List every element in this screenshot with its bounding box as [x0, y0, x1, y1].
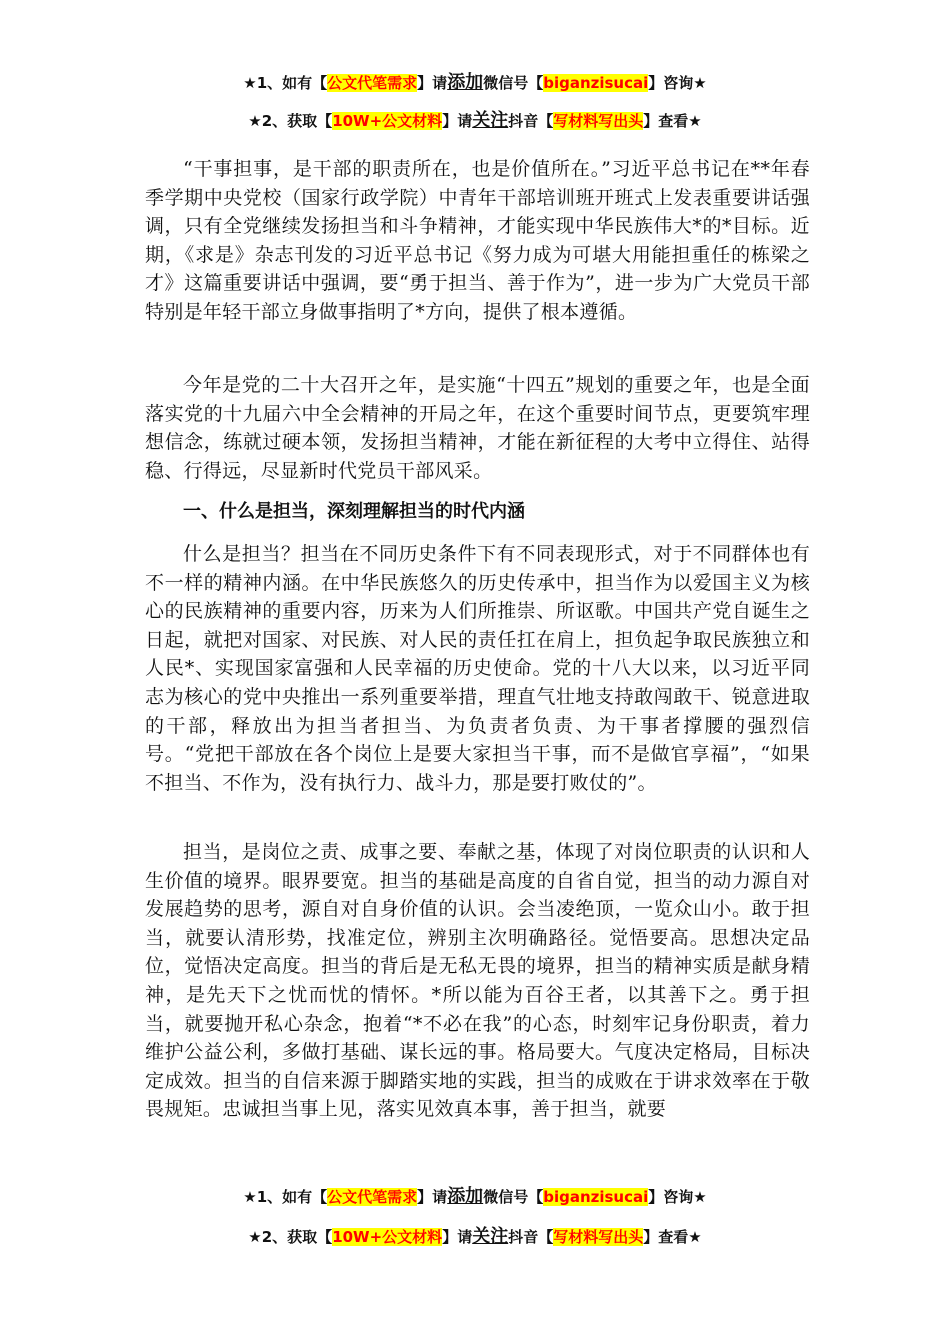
banner-highlight: 写材料写出头	[553, 1228, 644, 1246]
banner-underline: 关注	[472, 1226, 509, 1247]
banner-text: 】查看★	[643, 1228, 702, 1246]
promo-banner-line-2	[0, 110, 950, 132]
banner-underline: 添加	[447, 72, 484, 93]
banner-highlight: 公文代笔需求	[327, 74, 418, 92]
section-heading-1: 一、什么是担当，深刻理解担当的时代内涵	[183, 501, 525, 522]
banner-underline: 添加	[447, 1186, 484, 1207]
article-paragraph-2: 今年是党的二十大召开之年，是实施“十四五”规划的重要之年，也是全面落实党的十九届六中全会精神的开局之年，在这个重要时间节点，更要筑牢理想信念，练就过硬本领，发扬担当精神，才能在新征程的大考中立得住、站得稳、行得远，尽显新时代党员干部风采。	[145, 374, 810, 482]
banner-text: ★1、如有【	[243, 1188, 328, 1206]
banner-text: ★2、获取【	[248, 112, 333, 130]
banner-text: 】请	[442, 1228, 473, 1246]
banner-highlight: 写材料写出头	[553, 112, 644, 130]
banner-text: ★1、如有【	[243, 74, 328, 92]
article-paragraph-1: “干事担事，是干部的职责所在，也是价值所在。”习近平总书记在**年春季学期中央党校（国家行政学院）中青年干部培训班开班式上发表重要讲话强调，只有全党继续发扬担当和斗争精神，才能实现中华民族伟大*的*目标。近期，《求是》杂志刊发的习近平总书记《努力成为可堪大用能担重任的栋梁之才》这篇重要讲话中强调，要“勇于担当、善于作为”，进一步为广大党员干部特别是年轻干部立身做事指明了*方向，提供了根本遵循。	[145, 158, 810, 323]
banner-text: 】请	[417, 1188, 448, 1206]
banner-text: 】请	[417, 74, 448, 92]
banner-text: 】咨询★	[648, 74, 707, 92]
banner-text: 】查看★	[643, 112, 702, 130]
banner-text: 微信号【	[483, 74, 544, 92]
banner-text: 】咨询★	[648, 1188, 707, 1206]
banner-text: 】请	[442, 112, 473, 130]
banner-highlight: 公文代笔需求	[327, 1188, 418, 1206]
article-paragraph-3: 什么是担当？担当在不同历史条件下有不同表现形式，对于不同群体也有不一样的精神内涵。在中华民族悠久的历史传承中，担当作为以爱国主义为核心的民族精神的重要内容，历来为人们所推崇、所讴歌。中国共产党自诞生之日起，就把对国家、对民族、对人民的责任扛在肩上，担负起争取民族独立和人民*、实现国家富强和人民幸福的历史使命。党的十八大以来，以习近平同志为核心的党中央推出一系列重要举措，理直气壮地支持敢闯敢干、锐意进取的干部，释放出为担当者担当、为负责者负责、为干事者撑腰的强烈信号。“党把干部放在各个岗位上是要大家担当干事，而不是做官享福”，“如果不担当、不作为，没有执行力、战斗力，那是要打败仗的”。	[145, 543, 810, 794]
banner-text: 抖音【	[508, 1228, 554, 1246]
banner-highlight: 10W+公文材料	[332, 112, 443, 130]
promo-banner-line-1	[0, 72, 950, 94]
banner-text: 微信号【	[483, 1188, 544, 1206]
banner-highlight: biganzisucai	[543, 1188, 649, 1206]
banner-highlight: biganzisucai	[543, 74, 649, 92]
banner-underline: 关注	[472, 110, 509, 131]
banner-text: 抖音【	[508, 112, 554, 130]
promo-banner-line-1-footer	[0, 1186, 950, 1208]
promo-banner-line-2-footer	[0, 1226, 950, 1248]
banner-text: ★2、获取【	[248, 1228, 333, 1246]
article-paragraph-4: 担当，是岗位之责、成事之要、奉献之基，体现了对岗位职责的认识和人生价值的境界。眼界要宽。担当的基础是高度的自省自觉，担当的动力源自对发展趋势的思考，源自对自身价值的认识。会当凌绝顶，一览众山小。敢于担当，就要认清形势，找准定位，辨别主次明确路径。觉悟要高。思想决定品位，觉悟决定高度。担当的背后是无私无畏的境界，担当的精神实质是献身精神，是先天下之忧而忧的情怀。*所以能为百谷王者，以其善下之。勇于担当，就要抛开私心杂念，抱着“*不必在我”的心态，时刻牢记身份职责，着力维护公益公利，多做打基础、谋长远的事。格局要大。气度决定格局，目标决定成效。担当的自信来源于脚踏实地的实践，担当的成败在于讲求效率在于敬畏规矩。忠诚担当事上见，落实见效真本事，善于担当，就要	[145, 841, 810, 1121]
banner-highlight: 10W+公文材料	[332, 1228, 443, 1246]
